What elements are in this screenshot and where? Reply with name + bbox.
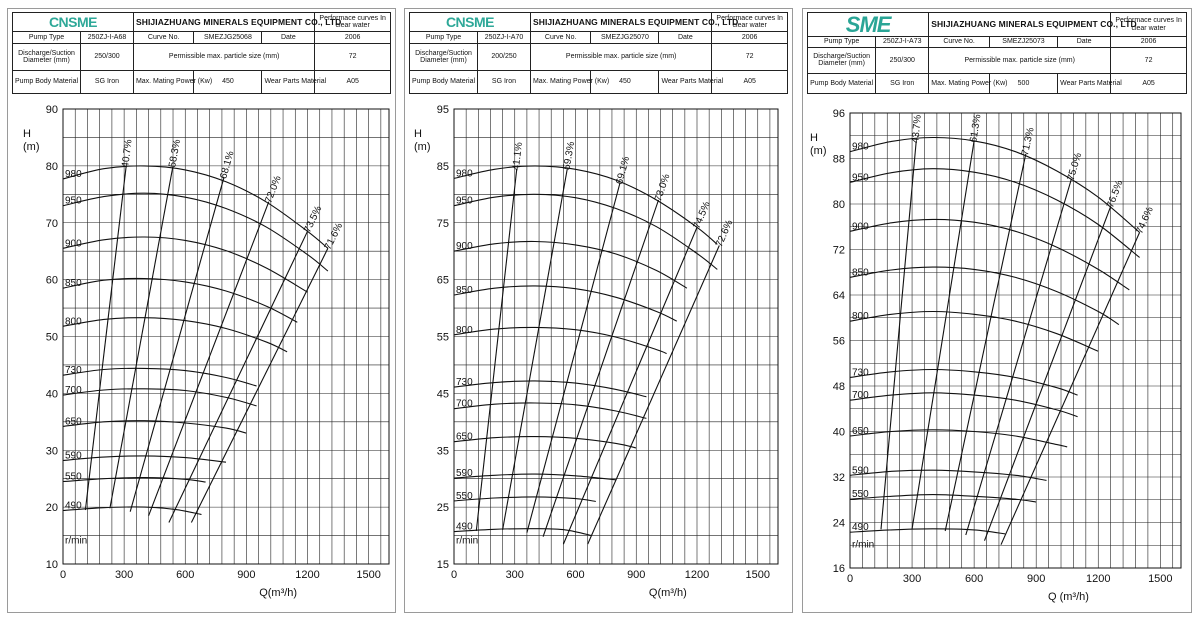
company-logo: SME xyxy=(845,12,891,37)
particle-size-value: 72 xyxy=(1111,47,1187,73)
x-tick-label: 300 xyxy=(505,569,524,581)
y-tick-label: 48 xyxy=(832,381,845,393)
diameter-label: Discharge/Suction Diameter (mm) xyxy=(13,43,81,71)
y-axis-label-line: (m) xyxy=(810,145,827,157)
head-curve xyxy=(63,368,257,386)
efficiency-label: 41.1% xyxy=(510,141,525,172)
efficiency-label: 58.3% xyxy=(167,138,184,169)
efficiency-label: 68.1% xyxy=(218,149,237,181)
company-name: SHIJIAZHUANG MINERALS EQUIPMENT CO., LTD xyxy=(133,13,314,32)
efficiency-curve xyxy=(563,227,697,544)
x-axis-label: Q(m³/h) xyxy=(648,587,687,599)
pump-curve-chart xyxy=(803,9,1191,612)
speed-label: 700 xyxy=(65,385,82,397)
speed-label: 490 xyxy=(456,521,473,533)
pump-type-value: 250ZJ-I-A73 xyxy=(876,37,929,48)
head-curve xyxy=(454,324,667,353)
x-tick-label: 0 xyxy=(59,569,67,581)
wear-material-value: A05 xyxy=(712,71,788,94)
x-tick-label: 900 xyxy=(627,569,646,581)
head-curve xyxy=(454,166,717,245)
speed-label: 650 xyxy=(65,416,82,428)
x-tick-label: 0 xyxy=(450,569,458,581)
pump-type-label: Pump Type xyxy=(13,32,81,43)
pump-type-value: 250ZJ-I-A68 xyxy=(81,32,134,43)
y-tick-label: 96 xyxy=(832,108,845,120)
speed-label: 550 xyxy=(456,490,473,502)
head-curve xyxy=(454,437,636,448)
speed-label: 980 xyxy=(65,168,82,180)
head-curve xyxy=(63,389,257,406)
y-tick-label: 32 xyxy=(832,472,845,484)
performance-title: Performace curves In clear water xyxy=(1111,13,1187,37)
curve-no-value: SMEZJ25073 xyxy=(989,37,1057,48)
wear-material-label: Wear Parts Material xyxy=(1058,73,1111,93)
speed-label: 850 xyxy=(456,284,473,296)
head-curve xyxy=(63,507,202,515)
body-material-label: Pump Body Material xyxy=(410,71,478,94)
particle-size-value: 72 xyxy=(315,43,391,71)
head-curve xyxy=(63,193,328,271)
y-tick-label: 50 xyxy=(45,331,58,344)
x-tick-label: 0 xyxy=(846,573,854,585)
efficiency-label: 73.5% xyxy=(302,204,325,235)
curve-no-label: Curve No. xyxy=(929,37,990,48)
y-tick-label: 30 xyxy=(45,445,58,458)
y-tick-label: 85 xyxy=(436,160,449,173)
wear-material-value: A05 xyxy=(1111,73,1187,93)
efficiency-label: 40.7% xyxy=(120,138,135,169)
head-curve xyxy=(63,478,206,483)
date-value: 2006 xyxy=(1111,37,1187,48)
wear-material-label: Wear Parts Material xyxy=(659,71,712,94)
y-tick-label: 95 xyxy=(436,104,449,116)
speed-label: 950 xyxy=(65,195,82,207)
speed-label: 900 xyxy=(456,241,473,253)
x-tick-label: 1500 xyxy=(745,569,770,581)
speed-label: 650 xyxy=(852,426,869,438)
wear-material-label: Wear Parts Material xyxy=(262,71,315,94)
y-tick-label: 10 xyxy=(45,559,58,571)
speed-label: 730 xyxy=(65,365,82,377)
efficiency-curve xyxy=(543,200,658,537)
speed-label: 950 xyxy=(852,172,869,184)
efficiency-curve xyxy=(149,202,269,516)
x-tick-label: 900 xyxy=(1027,573,1046,585)
wear-material-value: A05 xyxy=(315,71,391,94)
efficiency-label: 72.6% xyxy=(713,218,736,249)
y-axis-label-line: H xyxy=(414,128,422,140)
head-curve xyxy=(454,241,687,288)
head-curve xyxy=(454,497,596,502)
y-tick-label: 20 xyxy=(45,502,58,515)
efficiency-curve xyxy=(85,166,126,510)
y-tick-label: 88 xyxy=(832,153,845,166)
y-axis-label xyxy=(23,128,40,153)
body-material-label: Pump Body Material xyxy=(808,73,876,93)
speed-label: 800 xyxy=(456,324,473,336)
head-curve xyxy=(850,393,1078,417)
y-tick-label: 80 xyxy=(832,199,845,211)
y-tick-label: 25 xyxy=(436,502,449,515)
x-tick-label: 600 xyxy=(176,569,195,581)
x-tick-label: 1200 xyxy=(295,569,320,581)
date-label: Date xyxy=(659,32,712,43)
date-label: Date xyxy=(1058,37,1111,48)
x-tick-label: 600 xyxy=(566,569,585,581)
y-axis-label xyxy=(810,132,827,157)
efficiency-curve xyxy=(588,246,720,545)
efficiency-curve xyxy=(945,154,1026,531)
speed-label: 650 xyxy=(456,431,473,443)
body-material-value: SG Iron xyxy=(478,71,531,94)
date-label: Date xyxy=(262,32,315,43)
x-tick-label: 300 xyxy=(902,573,922,585)
mating-power-label: Max. Mating Power (Kw) xyxy=(133,71,193,94)
y-tick-label: 64 xyxy=(832,290,845,302)
y-tick-label: 45 xyxy=(436,388,449,401)
y-tick-label: 55 xyxy=(436,331,449,344)
efficiency-curve xyxy=(527,183,620,533)
efficiency-label: 71.6% xyxy=(322,221,346,252)
speed-label: 980 xyxy=(456,168,473,180)
head-curve xyxy=(850,470,1047,480)
y-tick-label: 72 xyxy=(832,244,845,257)
y-tick-label: 70 xyxy=(45,217,58,230)
head-curve xyxy=(850,430,1067,447)
particle-size-label: Permissible max. particle size (mm) xyxy=(530,43,711,71)
speed-label: 700 xyxy=(852,390,869,402)
company-logo: CNSME xyxy=(445,13,494,30)
efficiency-label: 69.1% xyxy=(614,155,633,186)
y-tick-label: 56 xyxy=(832,335,845,348)
speed-label: 590 xyxy=(456,468,473,480)
body-material-value: SG Iron xyxy=(876,73,929,93)
date-value: 2006 xyxy=(712,32,788,43)
performance-title: Performace curves In clear water xyxy=(712,13,788,32)
efficiency-label: 59.3% xyxy=(561,140,578,171)
y-tick-label: 75 xyxy=(436,217,449,230)
head-curve xyxy=(454,286,677,321)
efficiency-label: 74.6% xyxy=(1134,205,1156,236)
head-curve xyxy=(63,278,297,322)
chart-panel-1 xyxy=(7,8,396,613)
speed-label: 950 xyxy=(456,195,473,207)
efficiency-curve xyxy=(110,166,173,508)
y-tick-label: 40 xyxy=(832,426,845,439)
mating-power-label: Max. Mating Power (Kw) xyxy=(929,73,990,93)
head-curve xyxy=(850,137,1140,232)
curve-no-label: Curve No. xyxy=(530,32,590,43)
diameter-value: 250/300 xyxy=(81,43,134,71)
speed-label: 850 xyxy=(65,278,82,290)
x-tick-label: 1200 xyxy=(684,569,710,581)
mating-power-label: Max. Mating Power (Kw) xyxy=(530,71,590,94)
y-axis-label xyxy=(414,128,431,153)
x-tick-label: 1500 xyxy=(1148,573,1173,585)
company-name: SHIJIAZHUANG MINERALS EQUIPMENT CO., LTD xyxy=(929,13,1111,37)
diameter-label: Discharge/Suction Diameter (mm) xyxy=(410,43,478,71)
head-curve xyxy=(454,194,717,269)
pump-curve-chart xyxy=(8,9,395,612)
mating-power-value: 500 xyxy=(989,73,1057,93)
y-tick-label: 16 xyxy=(832,563,845,575)
speed-label: 730 xyxy=(456,377,473,389)
head-curve xyxy=(63,166,328,248)
speed-label: 700 xyxy=(456,398,473,410)
speed-label: 550 xyxy=(852,489,869,501)
efficiency-label: 73.0% xyxy=(652,172,673,203)
y-tick-label: 24 xyxy=(832,517,845,530)
performance-title: Performace curves In clear water xyxy=(315,13,391,32)
company-name: SHIJIAZHUANG MINERALS EQUIPMENT CO., LTD xyxy=(530,13,711,32)
speed-label: 850 xyxy=(852,267,869,279)
efficiency-label: 71.3% xyxy=(1019,126,1037,157)
y-tick-label: 40 xyxy=(45,388,58,401)
chart-panel-3 xyxy=(802,8,1192,613)
speed-label: 490 xyxy=(65,500,82,512)
speed-label: 980 xyxy=(852,141,869,153)
x-tick-label: 300 xyxy=(114,569,134,581)
pump-type-label: Pump Type xyxy=(808,37,876,48)
diameter-value: 250/300 xyxy=(876,47,929,73)
y-tick-label: 80 xyxy=(45,160,58,173)
speed-label: 900 xyxy=(852,221,869,233)
head-curve xyxy=(850,495,1036,502)
chart-panel-2 xyxy=(404,8,793,613)
speed-label: 590 xyxy=(852,465,869,477)
y-tick-label: 90 xyxy=(45,104,58,116)
y-axis-label-line: H xyxy=(810,132,818,144)
curve-no-label: Curve No. xyxy=(133,32,193,43)
y-tick-label: 60 xyxy=(45,274,58,287)
pump-curve-chart xyxy=(405,9,792,612)
y-tick-label: 15 xyxy=(436,559,449,571)
particle-size-value: 72 xyxy=(712,43,788,71)
pump-type-value: 250ZJ-I-A70 xyxy=(478,32,531,43)
speed-label: 490 xyxy=(852,522,869,534)
efficiency-label: 43.7% xyxy=(910,114,924,144)
efficiency-label: 61.3% xyxy=(968,113,984,144)
particle-size-label: Permissible max. particle size (mm) xyxy=(929,47,1111,73)
company-logo: CNSME xyxy=(48,13,97,30)
head-curve xyxy=(850,529,1005,534)
x-tick-label: 600 xyxy=(964,573,984,585)
mating-power-value: 450 xyxy=(591,71,659,94)
y-tick-label: 65 xyxy=(436,274,449,287)
speed-label: 730 xyxy=(852,367,869,379)
efficiency-label: 74.5% xyxy=(691,200,713,231)
curve-no-value: SMEZJG25068 xyxy=(194,32,262,43)
diameter-value: 200/250 xyxy=(478,43,531,71)
x-tick-label: 1500 xyxy=(356,569,381,581)
speed-unit-label: r/min xyxy=(456,535,479,547)
speed-label: 900 xyxy=(65,238,82,250)
head-curve xyxy=(850,219,1129,290)
x-tick-label: 900 xyxy=(237,569,256,581)
pump-type-label: Pump Type xyxy=(410,32,478,43)
head-curve xyxy=(454,381,646,397)
mating-power-value: 450 xyxy=(194,71,262,94)
efficiency-label: 75.0% xyxy=(1065,151,1085,182)
y-axis-label-line: (m) xyxy=(414,141,431,153)
efficiency-label: 76.5% xyxy=(1105,178,1126,210)
date-value: 2006 xyxy=(315,32,391,43)
x-tick-label: 1200 xyxy=(1086,573,1111,585)
y-tick-label: 35 xyxy=(436,445,449,458)
speed-label: 550 xyxy=(65,471,82,483)
y-axis-label-line: (m) xyxy=(23,141,40,153)
y-axis-label-line: H xyxy=(23,128,31,140)
speed-unit-label: r/min xyxy=(65,535,88,547)
speed-label: 800 xyxy=(852,311,869,323)
body-material-value: SG Iron xyxy=(81,71,134,94)
efficiency-label: 72.0% xyxy=(263,174,284,205)
x-axis-label: Q(m³/h) xyxy=(259,587,298,599)
speed-label: 800 xyxy=(65,316,82,328)
body-material-label: Pump Body Material xyxy=(13,71,81,94)
diameter-label: Discharge/Suction Diameter (mm) xyxy=(808,47,876,73)
curve-no-value: SMEZJG25070 xyxy=(591,32,659,43)
x-axis-label: Q (m³/h) xyxy=(1047,591,1089,603)
head-curve xyxy=(63,318,287,352)
particle-size-label: Permissible max. particle size (mm) xyxy=(133,43,314,71)
speed-label: 590 xyxy=(65,450,82,462)
head-curve xyxy=(850,370,1078,396)
speed-unit-label: r/min xyxy=(852,539,875,551)
